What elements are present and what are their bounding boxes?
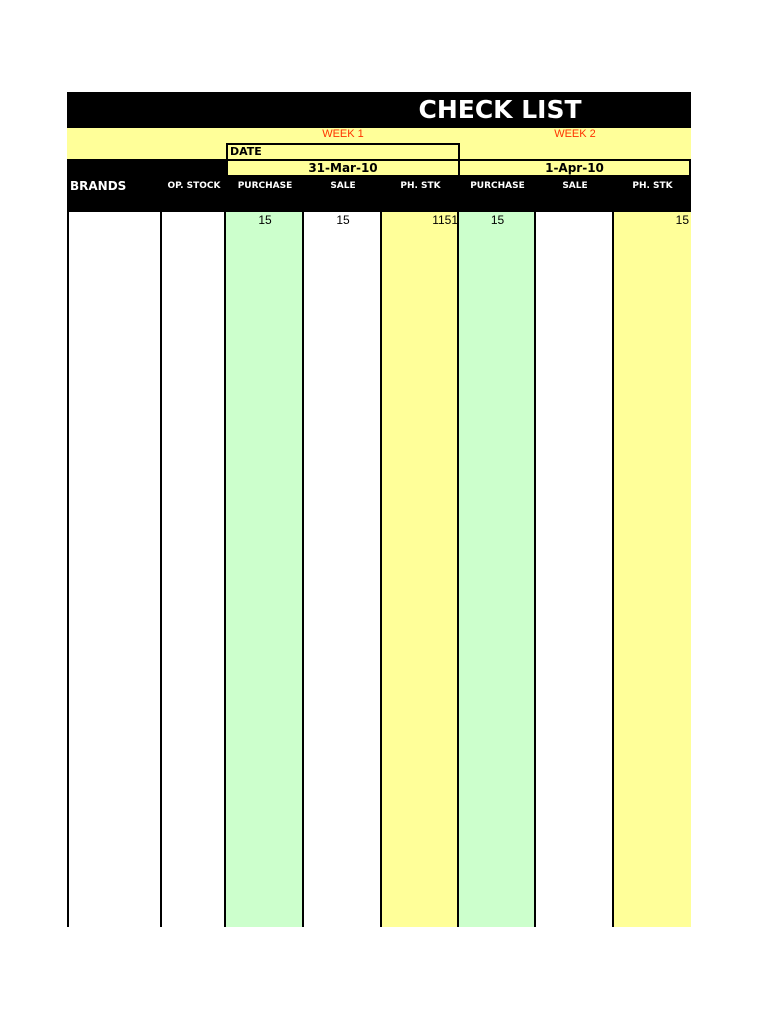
column-w1-purchase[interactable]: [224, 212, 304, 927]
column-brands[interactable]: [67, 212, 162, 927]
column-w2-sale[interactable]: [534, 212, 614, 927]
column-w2-phstk[interactable]: [612, 212, 691, 927]
header-w1-phstk: PH. STK: [400, 181, 441, 191]
cell-w1-purchase[interactable]: 15: [258, 213, 272, 227]
column-w1-phstk[interactable]: [380, 212, 459, 927]
cell-w1-sale[interactable]: 15: [336, 213, 350, 227]
cell-w1-phstk[interactable]: 1151: [432, 213, 458, 227]
header-op-stock: OP. STOCK: [167, 181, 221, 191]
cell-w2-phstk[interactable]: 15: [675, 213, 689, 227]
column-w1-sale[interactable]: [302, 212, 382, 927]
header-w2-sale: SALE: [562, 181, 588, 191]
header-w2-phstk: PH. STK: [632, 181, 673, 191]
header-brands: BRANDS: [70, 179, 127, 193]
week-2-date[interactable]: 1-Apr-10: [458, 159, 691, 177]
date-label: DATE: [230, 145, 262, 158]
sheet-title: CHECK LIST: [418, 95, 582, 124]
column-w2-purchase[interactable]: [457, 212, 536, 927]
header-w1-purchase: PURCHASE: [237, 181, 293, 191]
date-row-left-fill: [67, 159, 226, 177]
week-1-label: WEEK 1: [322, 128, 364, 140]
week-1-date[interactable]: 31-Mar-10: [226, 159, 460, 177]
column-op-stock[interactable]: [160, 212, 226, 927]
cell-w2-purchase[interactable]: 15: [490, 213, 505, 227]
header-w1-sale: SALE: [330, 181, 356, 191]
week-2-label: WEEK 2: [554, 128, 596, 140]
header-w2-purchase: PURCHASE: [470, 181, 525, 191]
cell-w2-sale[interactable]: [536, 212, 614, 228]
